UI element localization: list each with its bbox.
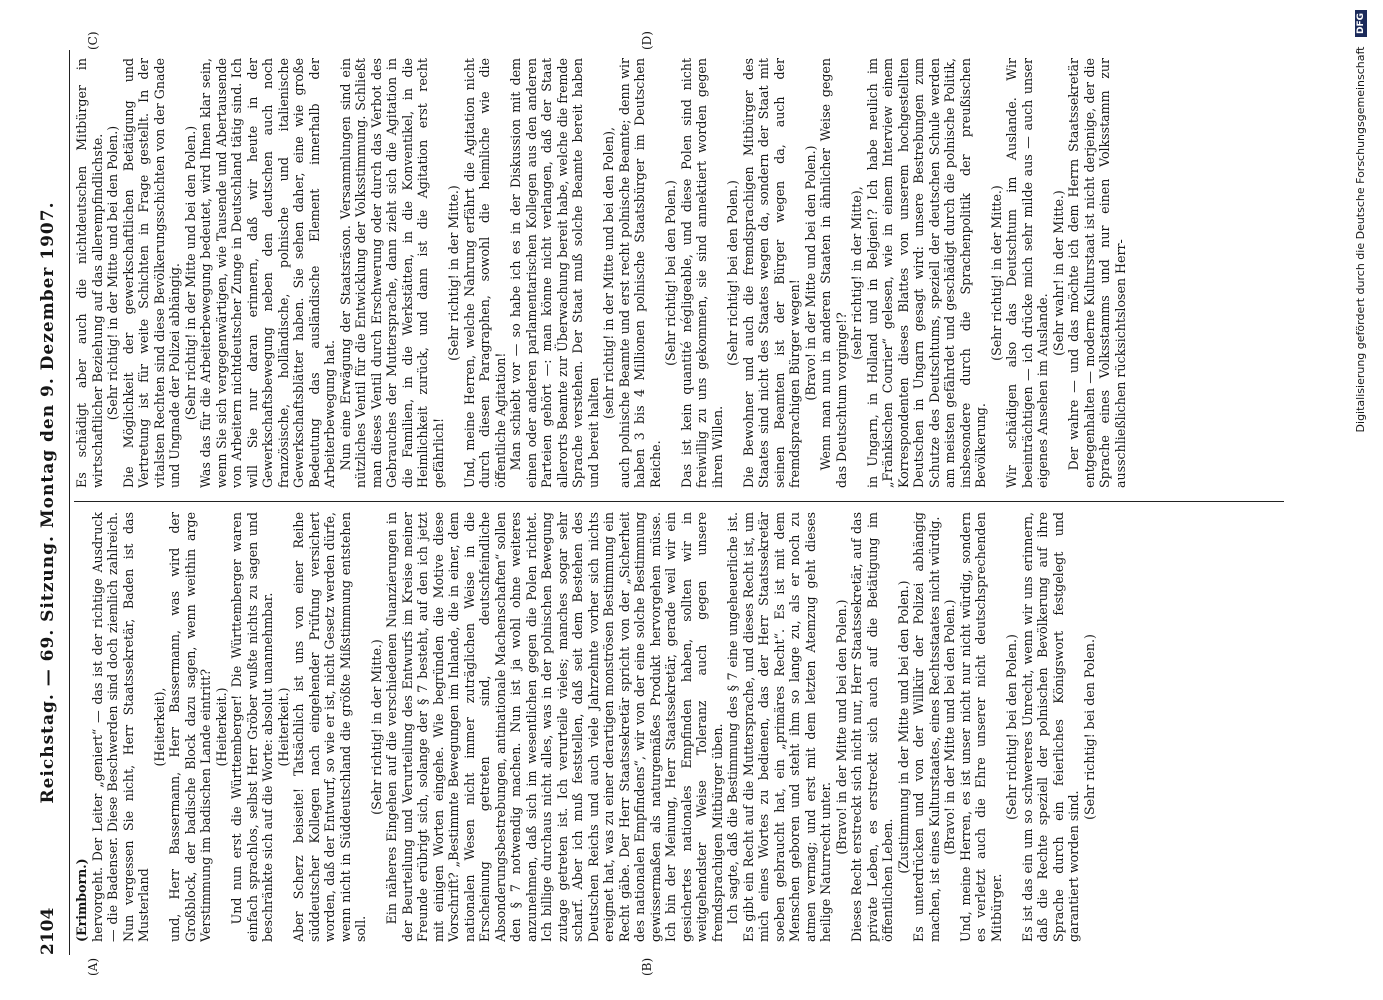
paragraph: in Ungarn, in Holland und in Belgien!? Ich habe neulich im „Fränkischen Courier“ gelesen, wie in einem Interview einem Korrespondenten dieses Blattes von unserem hochgestellten Deutschen in Ungarn gesagt wird: unsere Bestrebungen zum Schutze des Deutschtums, speziell der deutschen Schule werden am meisten gefährdet und geschädigt durch die polnische Politik, insbesondere durch die Sprachenpolitik der preußischen Bevölkerung. — [864, 58, 988, 488]
left-column — [74, 512, 1284, 942]
interjection: (Sehr richtig! bei den Polen.) — [663, 180, 678, 366]
paragraph: Und, meine Herren, welche Nahrung erfährt die Agitation nicht durch diesen Paragraphen, sowohl die heimliche wie die öffentliche Agitation! — [461, 58, 508, 488]
margin-mark-b: (B) — [640, 957, 654, 976]
page-header — [38, 50, 64, 955]
paragraph: Aber Scherz beiseite! Tatsächlich ist uns von einer Reihe süddeutscher Kollegen nach eingehender Prüfung versichert worden, daß der Entwurf, so wie er ist, nicht Gesetz werden dürfe, wenn nicht in Süddeutschland die größte Mißstimmung entstehen soll. — [291, 512, 368, 942]
paragraph: Es schädigt aber auch die nichtdeutschen Mitbürger in wirtschaftlicher Beziehung auf das allerempfindlichste. — [74, 58, 105, 488]
digitization-credit — [1354, 10, 1376, 990]
paragraph: Wenn man nun in anderen Staaten in ähnlicher Weise gegen das Deutschtum vorginge!? — [818, 58, 849, 488]
interjection: (Sehr richtig! in der Mitte und bei den Polen.) — [105, 125, 120, 421]
interjection: (Sehr richtig! in der Mitte.) — [988, 185, 1004, 361]
paragraph: Nun eine Erwägung der Staatsräson. Versammlungen sind ein nützliches Ventil für die Entwicklung der Volksstimmung. Schließt man dieses Ventil durch Erschwerung oder durch das Verbot des Gebrauches der Muttersprache, dann zieht sich die Agitation in die Familien, in die Werkstätten, in die Konventikel, in die Heimlichkeit zurück, und dann ist die Agitation erst recht gefährlich! — [337, 58, 446, 488]
paragraph: Der wahre — und das möchte ich dem Herrn Staatssekretär entgegenhalten — moderne Kulturstaat ist nicht derjenige, der die Sprache eines Volksstamms und nur einen Volksstamm zur ausschließlichen rücksichtslosen Herr- — [1066, 58, 1128, 488]
paragraph: Ich sagte, daß die Bestimmung des § 7 eine ungeheuerliche ist. Es gibt ein Recht auf die Muttersprache, und dieses Recht ist, um mich eines Wortes zu bedienen, das der Herr Staatssekretär soeben gebraucht hat, ein „primäres Recht“. Es ist mit dem Menschen geboren und steht ihm so lange zu, als er noch zu atmen vermag; und erst mit dem letzten Atemzug geht dieses heilige Naturrecht unter. — [725, 512, 833, 942]
paragraph: hervorgeht. Der Leiter „geniert“ — das ist der richtige Ausdruck — die Badenser. Diese Beschwerden sind doch ziemlich zahlreich. Nun vergessen Sie nicht, Herr Staatssekretär, Baden ist das Musterland — [89, 512, 151, 942]
paragraph: Es ist das ein um so schwereres Unrecht, wenn wir uns erinnern, daß die Rechte speziell der polnischen Bevölkerung auf ihre Sprache durch ein feierliches Königswort festgelegt und garantiert worden sind. — [1019, 512, 1081, 942]
interjection: (Sehr richtig! bei den Polen.) — [1081, 634, 1097, 820]
interjection: (Sehr richtig! in der Mitte und bei den Polen.) — [182, 125, 198, 421]
interjection: (Heiterkeit.) — [275, 687, 291, 767]
interjection: (Bravo! in der Mitte und bei den Polen.) — [942, 599, 957, 855]
paragraph: Das ist kein quantité négligeable, und diese Polen sind nicht freiwillig zu uns gekommen, sie sind annektiert worden gegen ihren Willen. — [678, 58, 725, 488]
interjection: (Heiterkeit), — [151, 687, 167, 767]
interjection: (Sehr richtig! bei den Polen.) — [1004, 634, 1019, 820]
paragraph: Die Möglichkeit der gewerkschaftlichen Betätigung und Vertretung ist für weite Schichten in Frage gestellt. In der vitalsten Rechten sind diese Bevölkerungsschichten von der Gnade und Ungnade der Polizei abhängig. — [120, 58, 182, 488]
interjection: (Zustimmung in der Mitte und bei den Polen.) — [895, 580, 911, 874]
paragraph: Wir schädigen also das Deutschtum im Auslande. Wir beeinträchtigen — ich drücke mich sehr milde aus — auch unser eigenes Ansehen im Auslande. — [1004, 58, 1050, 488]
interjection: (Bravo! in der Mitte und bei den Polen.) — [833, 599, 849, 855]
interjection: (Sehr richtig! bei den Polen.) — [725, 180, 740, 366]
running-title: Reichstag. — 69. Sitzung. Montag den 9. Dezember 1907. — [38, 201, 58, 804]
paragraph: und, Herr Bassermann, Herr Bassermann, was wird der Großblock, der badische Block dazu sagen, wenn weithin arge Verstimmung im badischen Lande eintritt? — [167, 512, 213, 942]
credit-text: Digitalisierung gefördert durch die Deutsche Forschungsgemeinschaft — [1354, 46, 1367, 433]
interjection: (Heiterkeit.) — [213, 687, 229, 767]
interjection: (sehr richtig! in der Mitte), — [849, 186, 864, 360]
page-number: 2104 — [38, 907, 58, 955]
paragraph: Was das für die Arbeiterbewegung bedeutet, wird Ihnen klar sein, wenn Sie sich vergegenwärtigen, wie Tausende und Abertausende von Arbeitern nichtdeutscher Zunge in Deutschland tätig sind. Ich will Sie nur daran erinnern, daß wir heute in der Gewerkschaftsbewegung neben den deutschen auch noch französische, holländische, polnische und italienische Gewerkschaftsblätter haben. Sie sehen daher, eine wie große Bedeutung das ausländische Element innerhalb der Arbeiterbewegung hat. — [198, 58, 337, 488]
header-rule — [69, 50, 70, 955]
column-divider — [74, 501, 1284, 502]
interjection: (Sehr richtig! in der Mitte.) — [368, 639, 384, 815]
paragraph: Dieses Recht erstreckt sich nicht nur, Herr Staatssekretär, auf das private Leben, es erstreckt sich auch auf die Betätigung im öffentlichen Leben. — [849, 512, 895, 942]
paragraph: Ein näheres Eingehen auf die verschiedenen Nuanzierungen in der Beurteilung und Verurteilung des Entwurfs im Kreise meiner Freunde erübrigt sich, solange der § 7 besteht, auf den ich jetzt mit einigen Worten eingehe. Wie begründen die Motive diese Vorschrift? „Bestimmte Bewegungen im Inlande, die in einer, dem nationalen Wesen nicht immer zuträglichen Weise in die Erscheinung getreten sind, deutschfeindliche Absonderungsbestrebungen, antinationale Machenschaften“ sollen den § 7 notwendig machen. Nun ist ja wohl ohne weiteres anzunehmen, daß sich im wesentlichen gegen die Polen richtet. Ich billige durchaus nicht alles, was in der polnischen Bewegung zutage getreten ist. Ich verurteile vieles; manches sogar sehr scharf. Aber ich muß feststellen, daß seit dem Bestehen des Deutschen Reichs und auch viele Jahrzehnte vorher sich nichts ereignet hat, was zu einer derartigen monströsen Bestimmung ein Recht gäbe. Der Herr Staatssekretär spricht von der „Sicherheit des nationalen Empfindens“, wir von der eine solche Bestimmung gewissermaßen als naturgemäßes Produkt hervorgehen müsse. Ich bin der Meinung, Herr Staatssekretär, gerade weil wir ein gesichertes nationales Empfinden haben, sollten wir in weitgehendster Weise Toleranz auch gegen unsere fremdsprachigen Mitbürger üben. — [384, 512, 725, 942]
paragraph: Die Bewohner und auch die fremdsprachigen Mitbürger des Staates sind nicht des Staates wegen da, sondern der Staat mit seinen Beamten ist der Bürger wegen da, auch der fremdsprachigen Bürger wegen! — [740, 58, 802, 488]
interjection: (Sehr richtig! in der Mitte.) — [446, 185, 461, 361]
paragraph: Man schiebt vor — so habe ich es in der Diskussion mit dem einen oder anderen parlamentarischen Kollegen aus den anderen Parteien gehört —: man könne nicht verlangen, daß der Staat allerorts Beamte zur Überwachung bereit habe, welche die fremde Sprache verstehen. Der Staat muß solche Beamte bereit haben und bereit halten — [508, 58, 601, 488]
paragraph: Und, meine Herren, es ist unser nicht nur nicht würdig, sondern es verletzt auch die Ehre unserer nicht deutschsprechenden Mitbürger. — [957, 512, 1004, 942]
paragraph: Es unterdrücken und von der Willkür der Polizei abhängig machen, ist eines Kulturstaates, eines Rechtsstaates nicht würdig. — [911, 512, 942, 942]
interjection: (Sehr wahr! in der Mitte.) — [1050, 190, 1066, 356]
margin-mark-c: (C) — [86, 31, 100, 50]
dfg-logo: DFG — [1355, 10, 1367, 37]
margin-mark-d: (D) — [640, 31, 654, 50]
interjection: (sehr richtig! in der Mitte und bei den Polen), — [601, 126, 616, 420]
speaker-name: (Erimborn.) — [74, 858, 89, 942]
paragraph: auch polnische Beamte und erst recht polnische Beamte; denn wir haben 3 bis 4 Millionen polnische Staatsbürger im Deutschen Reiche. — [616, 58, 663, 488]
interjection: (Bravo! in der Mitte und bei den Polen.) — [802, 145, 818, 401]
right-column — [74, 58, 1284, 488]
paragraph: Und nun erst die Württemberger! Die Württemberger waren einfach sprachlos, selbst Herr Gröber wußte nichts zu sagen und beschränkte sich auf die Worte: absolut unannehmbar. — [229, 512, 275, 942]
margin-mark-a: (A) — [86, 957, 100, 976]
